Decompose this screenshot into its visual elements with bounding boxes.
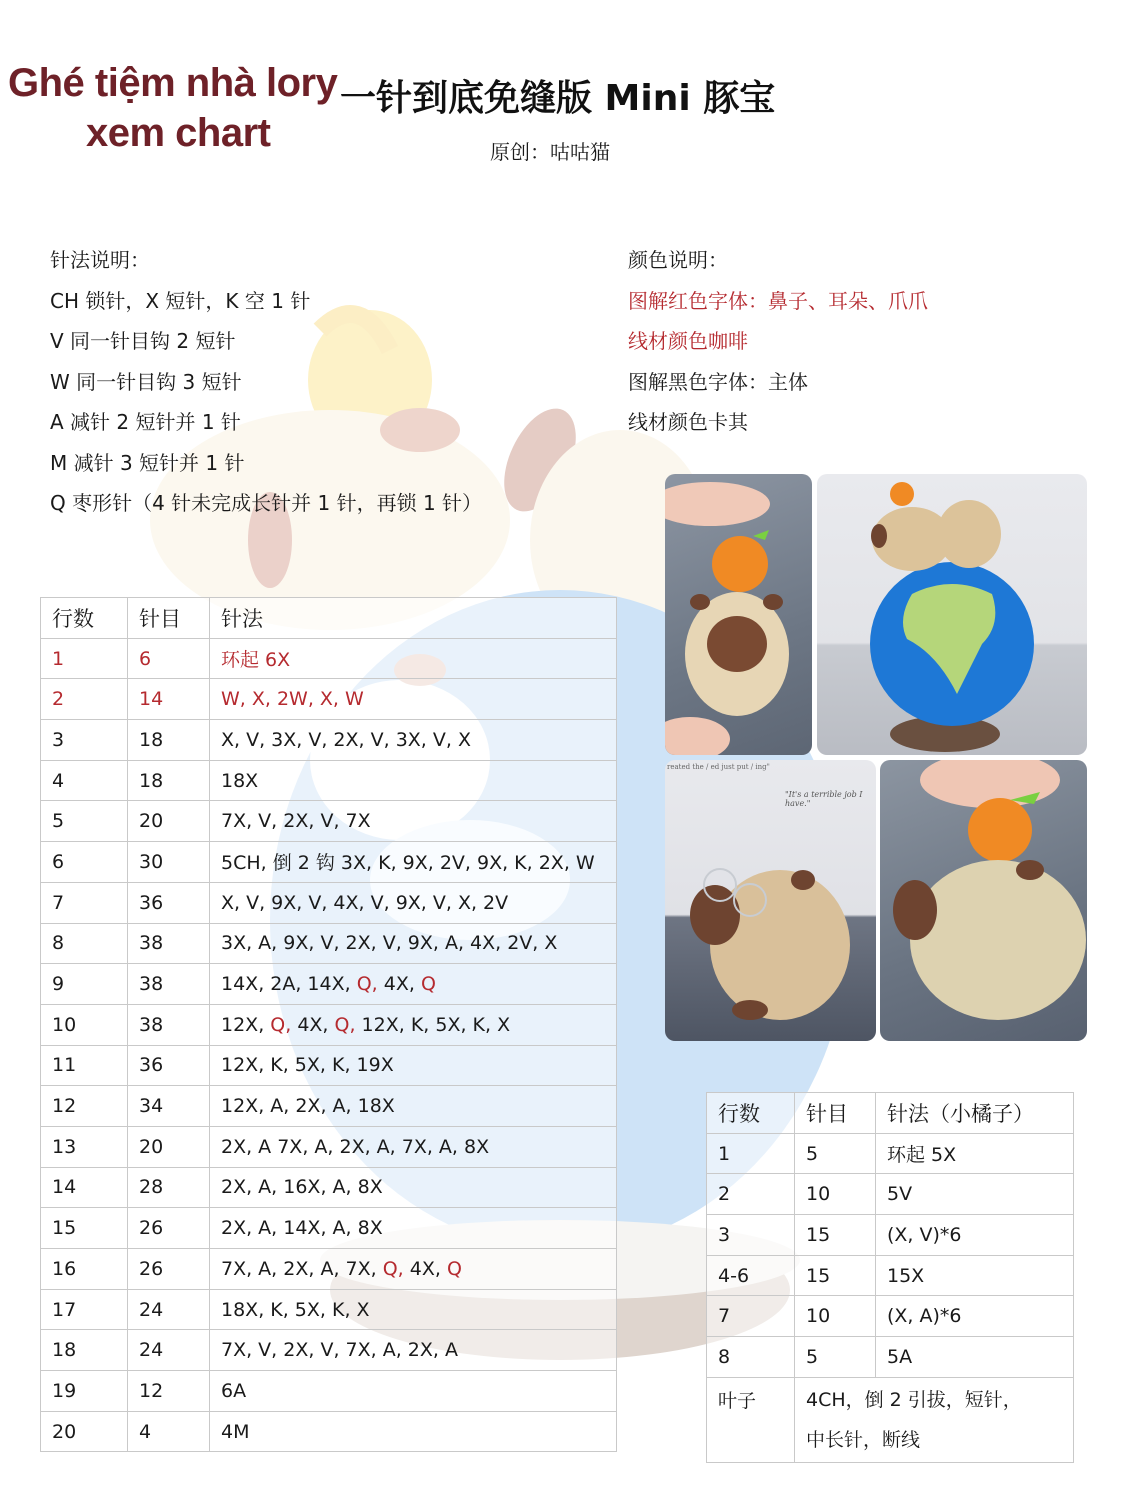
row-number: 16 [41, 1249, 128, 1290]
table-row [41, 882, 617, 923]
table-row [41, 720, 617, 761]
color-legend-red-yarn: 线材颜色咖啡 [628, 329, 748, 353]
color-legend-red-parts: 图解红色字体：鼻子、耳朵、爪爪 [628, 288, 928, 313]
book-side-text: reated the / ed just put / ing" [667, 763, 770, 771]
stitch-pattern [210, 1004, 617, 1045]
stitch-count: 18 [128, 720, 210, 761]
table-row [41, 1249, 617, 1290]
stitch-count: 15 [795, 1215, 876, 1256]
stitch-count: 18 [128, 760, 210, 801]
stitch-pattern: 6A [210, 1371, 617, 1412]
bobble-stitch-q: Q, [334, 1013, 356, 1036]
header-stitch-pattern: 针法 [210, 598, 617, 639]
bobble-stitch-q: Q [420, 973, 436, 996]
row-number: 7 [41, 882, 128, 923]
stitch-count: 5 [795, 1337, 876, 1378]
table-row [41, 1045, 617, 1086]
pattern-segment: 4X, [377, 973, 421, 996]
stitch-count: 14 [128, 679, 210, 720]
row-number: 1 [707, 1133, 795, 1174]
photo-capybara-with-orange-side [880, 760, 1087, 1041]
row-number: 15 [41, 1208, 128, 1249]
stitch-count: 26 [128, 1249, 210, 1290]
leaf-line-1: 4CH，倒 2 引拔，短针， [806, 1388, 1022, 1411]
table-row [41, 679, 617, 720]
stitch-count: 26 [128, 1208, 210, 1249]
stitch-pattern: X, V, 3X, V, 2X, V, 3X, V, X [210, 720, 617, 761]
row-number: 2 [41, 679, 128, 720]
header-stitch-count: 针目 [795, 1093, 876, 1134]
row-number: 19 [41, 1371, 128, 1412]
stitch-count: 36 [128, 882, 210, 923]
stitch-count: 36 [128, 1045, 210, 1086]
table-row [707, 1296, 1074, 1337]
table-row [41, 964, 617, 1005]
stitch-pattern [210, 964, 617, 1005]
table-row [41, 1086, 617, 1127]
row-number: 17 [41, 1289, 128, 1330]
stitch-count: 38 [128, 964, 210, 1005]
pattern-segment: 4X, [291, 1013, 335, 1036]
row-number: 8 [41, 923, 128, 964]
stitch-count: 10 [795, 1174, 876, 1215]
table-row [41, 1289, 617, 1330]
color-legend-black-yarn: 线材颜色卡其 [628, 410, 748, 434]
stitch-pattern: 2X, A 7X, A, 2X, A, 7X, A, 8X [210, 1126, 617, 1167]
table-row [41, 760, 617, 801]
pattern-segment: 12X, K, 5X, K, X [355, 1013, 511, 1036]
stitch-legend-item: M 减针 3 短针并 1 针 [50, 450, 245, 475]
stitch-pattern: 2X, A, 16X, A, 8X [210, 1167, 617, 1208]
stitch-legend-heading: 针法说明： [50, 248, 150, 272]
table-row [707, 1337, 1074, 1378]
stitch-pattern: 12X, K, 5X, K, 19X [210, 1045, 617, 1086]
photo-capybaras-on-globe [817, 474, 1087, 755]
row-number: 10 [41, 1004, 128, 1045]
row-number: 13 [41, 1126, 128, 1167]
bobble-stitch-q: Q [446, 1257, 462, 1280]
pattern-segment: 4X, [403, 1257, 447, 1280]
stitch-pattern: W, X, 2W, X, W [210, 679, 617, 720]
row-number: 9 [41, 964, 128, 1005]
photo-capybara-with-orange-front [665, 474, 812, 755]
author-credit: 原创：咕咕猫 [490, 140, 610, 164]
stitch-pattern: 5CH, 倒 2 钩 3X, K, 9X, 2V, 9X, K, 2X, W [210, 842, 617, 883]
table-row [707, 1133, 1074, 1174]
row-number: 5 [41, 801, 128, 842]
stitch-pattern: (X, A)*6 [876, 1296, 1074, 1337]
stitch-legend-item: W 同一针目钩 3 短针 [50, 369, 242, 394]
row-number: 18 [41, 1330, 128, 1371]
stitch-pattern: 18X [210, 760, 617, 801]
leaf-line-2: 中长针，断线 [806, 1428, 921, 1451]
stitch-pattern: X, V, 9X, V, 4X, V, 9X, V, X, 2V [210, 882, 617, 923]
header-rows: 行数 [41, 598, 128, 639]
stitch-count: 5 [795, 1133, 876, 1174]
book-quote-text: "It's a terrible job I have." [785, 790, 863, 808]
shop-watermark [8, 58, 388, 158]
table-row [41, 1004, 617, 1045]
table-header-row [707, 1093, 1074, 1134]
row-number: 3 [41, 720, 128, 761]
stitch-count: 38 [128, 1004, 210, 1045]
stitch-pattern: 7X, V, 2X, V, 7X [210, 801, 617, 842]
stitch-count: 28 [128, 1167, 210, 1208]
stitch-count: 24 [128, 1289, 210, 1330]
row-number: 6 [41, 842, 128, 883]
stitch-legend [50, 240, 482, 524]
photo-capybara-with-glasses [665, 760, 876, 1041]
stitch-pattern [210, 1249, 617, 1290]
bobble-stitch-q: Q, [270, 1013, 292, 1036]
row-number: 20 [41, 1411, 128, 1452]
table-row [707, 1255, 1074, 1296]
color-legend-heading: 颜色说明： [628, 248, 728, 272]
watermark-line-2: xem chart [86, 111, 271, 155]
watermark-line-1: Ghé tiệm nhà lory [8, 61, 338, 105]
stitch-count: 6 [128, 638, 210, 679]
stitch-pattern: 环起 5X [876, 1133, 1074, 1174]
stitch-pattern: 2X, A, 14X, A, 8X [210, 1208, 617, 1249]
pattern-segment: 7X, A, 2X, A, 7X, [221, 1257, 383, 1280]
row-number: 4-6 [707, 1255, 795, 1296]
stitch-count: 20 [128, 801, 210, 842]
stitch-pattern: 5V [876, 1174, 1074, 1215]
table-row [41, 1167, 617, 1208]
stitch-count: 15 [795, 1255, 876, 1296]
stitch-legend-item: A 减针 2 短针并 1 针 [50, 410, 241, 434]
stitch-pattern: (X, V)*6 [876, 1215, 1074, 1256]
table-row [41, 923, 617, 964]
leaf-row [707, 1377, 1074, 1462]
header-stitch-pattern: 针法（小橘子） [876, 1093, 1074, 1134]
color-legend [628, 240, 928, 443]
row-number: 4 [41, 760, 128, 801]
table-row [41, 638, 617, 679]
stitch-pattern: 12X, A, 2X, A, 18X [210, 1086, 617, 1127]
stitch-count: 10 [795, 1296, 876, 1337]
stitch-pattern: 15X [876, 1255, 1074, 1296]
stitch-legend-item: CH 锁针，X 短针，K 空 1 针 [50, 288, 311, 313]
color-legend-black-parts: 图解黑色字体：主体 [628, 369, 808, 394]
header-rows: 行数 [707, 1093, 795, 1134]
stitch-pattern: 4M [210, 1411, 617, 1452]
row-number: 8 [707, 1337, 795, 1378]
page-title: 一针到底免缝版 Mini 豚宝 [340, 78, 776, 119]
stitch-count: 30 [128, 842, 210, 883]
row-number: 1 [41, 638, 128, 679]
row-number: 14 [41, 1167, 128, 1208]
header-stitch-count: 针目 [128, 598, 210, 639]
row-number: 11 [41, 1045, 128, 1086]
row-number: 3 [707, 1215, 795, 1256]
row-number: 7 [707, 1296, 795, 1337]
table-row [41, 1411, 617, 1452]
table-row [707, 1174, 1074, 1215]
stitch-legend-item: V 同一针目钩 2 短针 [50, 329, 236, 353]
row-number: 12 [41, 1086, 128, 1127]
table-row [41, 801, 617, 842]
stitch-count: 24 [128, 1330, 210, 1371]
table-header-row [41, 598, 617, 639]
stitch-count: 38 [128, 923, 210, 964]
stitch-legend-item: Q 枣形针（4 针未完成长针并 1 针，再锁 1 针） [50, 491, 483, 515]
leaf-instructions [795, 1377, 1074, 1462]
leaf-label: 叶子 [707, 1377, 795, 1462]
bobble-stitch-q: Q, [356, 973, 378, 996]
bobble-stitch-q: Q, [382, 1257, 404, 1280]
pattern-segment: 14X, 2A, 14X, [221, 973, 357, 996]
pattern-segment: 12X, [221, 1013, 271, 1036]
stitch-pattern: 7X, V, 2X, V, 7X, A, 2X, A [210, 1330, 617, 1371]
orange-pattern-table [706, 1092, 1074, 1463]
table-row [41, 842, 617, 883]
stitch-pattern: 环起 6X [210, 638, 617, 679]
table-row [707, 1215, 1074, 1256]
stitch-count: 20 [128, 1126, 210, 1167]
stitch-pattern: 3X, A, 9X, V, 2X, V, 9X, A, 4X, 2V, X [210, 923, 617, 964]
stitch-count: 12 [128, 1371, 210, 1412]
row-number: 2 [707, 1174, 795, 1215]
stitch-pattern: 18X, K, 5X, K, X [210, 1289, 617, 1330]
table-row [41, 1126, 617, 1167]
stitch-pattern: 5A [876, 1337, 1074, 1378]
table-row [41, 1208, 617, 1249]
stitch-count: 34 [128, 1086, 210, 1127]
table-row [41, 1330, 617, 1371]
main-pattern-table [40, 597, 617, 1452]
stitch-count: 4 [128, 1411, 210, 1452]
table-row [41, 1371, 617, 1412]
